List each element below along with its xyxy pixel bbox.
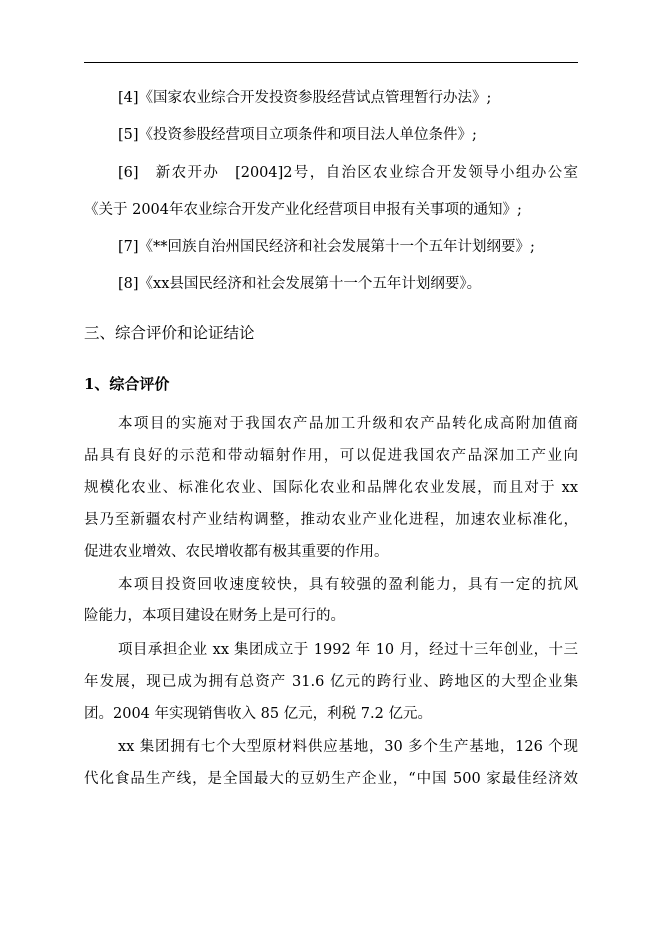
paragraph-line: 项目承担企业 xx 集团成立于 1992 年 10 月，经过十三年创业，十三 — [118, 642, 578, 658]
paragraph-line: 代化食品生产线，是全国最大的豆奶生产企业，“中国 500 家最佳经济效 — [84, 771, 578, 787]
paragraph-line: 团。2004 年实现销售收入 85 亿元，利税 7.2 亿元。 — [84, 706, 432, 722]
paragraph-line: 规模化农业、标准化农业、国际化农业和品牌化农业发展，而且对于 xx — [84, 480, 578, 496]
paragraph-line: 本项目的实施对于我国农产品加工升级和农产品转化成高附加值商 — [118, 416, 578, 432]
paragraph-line: 促进农业增效、农民增收都有极其重要的作用。 — [84, 544, 389, 560]
header-rule — [84, 62, 578, 63]
paragraph-line: 品具有良好的示范和带动辐射作用，可以促进我国农产品深加工产业向 — [84, 448, 578, 464]
paragraph-line: 年发展，现已成为拥有总资产 31.6 亿元的跨行业、跨地区的大型企业集 — [84, 674, 578, 690]
reference-7: [7]《**回族自治州国民经济和社会发展第十一个五年计划纲要》; — [118, 239, 535, 255]
reference-4: [4]《国家农业综合开发投资参股经营试点管理暂行办法》; — [118, 90, 492, 106]
reference-6: [6] 新农开办 [2004]2号，自治区农业综合开发领导小组办公室 — [118, 165, 578, 181]
paragraph-line: 险能力，本项目建设在财务上是可行的。 — [84, 608, 345, 624]
paragraph-line: xx 集团拥有七个大型原材料供应基地，30 多个生产基地，126 个现 — [118, 739, 578, 755]
paragraph-line: 县乃至新疆农村产业结构调整，推动农业产业化进程，加速农业标准化， — [84, 512, 578, 528]
reference-8: [8]《xx县国民经济和社会发展第十一个五年计划纲要》。 — [118, 276, 482, 292]
section-heading: 三、综合评价和论证结论 — [84, 324, 255, 342]
subsection-heading: 1、综合评价 — [84, 375, 170, 393]
paragraph-line: 本项目投资回收速度较快，具有较强的盈利能力，具有一定的抗风 — [118, 577, 578, 593]
reference-6-continued: 《关于 2004年农业综合开发产业化经营项目申报有关事项的通知》; — [84, 202, 522, 218]
reference-5: [5]《投资参股经营项目立项条件和项目法人单位条件》; — [118, 127, 477, 143]
